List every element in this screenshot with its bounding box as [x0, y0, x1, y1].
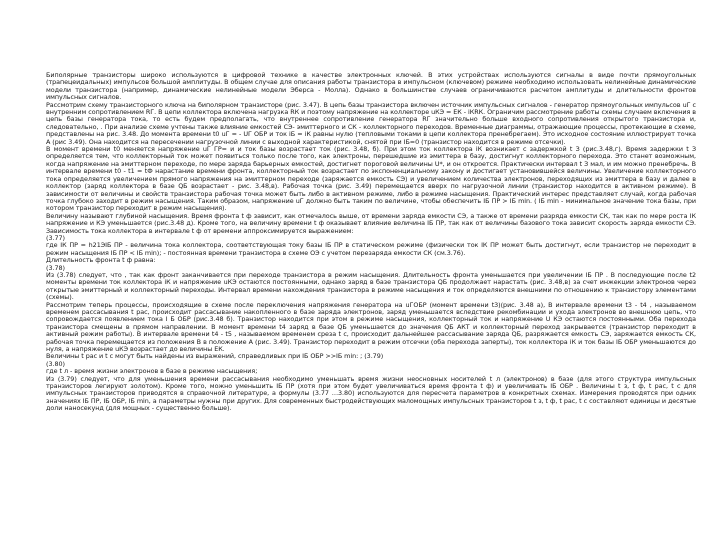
- paragraph: [46, 102, 696, 146]
- paragraph-text: Из (3.79) следует, что для уменьшения времени рассасывания необходимо уменьшать время жизни неосновных носителей t л (электронов) в базе (для этого структура импульсных транзисторов легируют золотом). Кроме того, можно уменьшить IБ ПР (хотя при этом будет увеличиваться время фронта t ф) и увеличивать IБ ОБР . Величины t з, t ф, t рас, t с для импульсных транзисторов приводятся в справочной литературе, а формулы (3.77 …3.80) используются для пересчета параметров в конкретных схемах. Измерения проводятся при одних значениях IБ ПР, IБ ОБР, IБ min, а параметры нужны при других. Для современных быстродействующих маломощных импульсных транзисторов t з, t ф, t рас, t с составляют единицы и десятые доли наносекунд (для мощных - существенно больше).: [46, 374, 696, 413]
- paragraph: [46, 302, 696, 354]
- paragraph: [46, 257, 696, 264]
- formula-label: (3.77): [46, 233, 65, 242]
- paragraph-text: где t л - время жизни электронов в базе в режиме насыщения;: [46, 367, 258, 376]
- paragraph-text: где IК ПР = h21ЭIБ ПР - величина тока коллектора, соответствующая току базы IБ ПР в статическом режиме (физически ток IК ПР может быть достигнут, если транзистор не переходит в режим насыщения IБ ПР < IБ min); - постоянная времени транзистора в схеме ОЭ с учетом перезаряда емкости СК (см.3.76).: [46, 241, 696, 257]
- paragraph-text: Рассмотрим схему транзисторного ключа на биполярном транзисторе (рис. 3.47). В цепь базы транзистора включен источник импульсных сигналов - генератор прямоугольных импульсов uГ с внутренним сопротивлением RГ. В цепи коллектора включена нагрузка RК и поэтому напряжение на коллекторе uКЭ = EК - iКRК. Ограничим рассмотрение работы схемы случаем включения в цепь базы генератора тока, то есть будем предполагать, что внутреннее сопротивление генератора RГ значительно больше входного сопротивления открытого транзистора и, следовательно, . При анализе схеме учтены также влияние емкостей СЭ- эмиттерного и СК - коллекторного переходов. Временные диаграммы, отражающие процессы, протекающие в схеме, представлены на рис. 3.48. До момента времени t0 uГ = - UГ ОБР и ток iБ = iК равны нулю (тепловыми токами в цепи коллектора пренебрегаем). Это исходное состояние иллюстрирует точка А (рис 3.49). Она находится на пересечении нагрузочной линии с выходной характеристикой, снятой при IБ=0 (транзистор находится в режиме отсечки).: [46, 100, 696, 146]
- paragraph-text: Рассмотрим теперь процессы, происходящие в схеме после переключения напряжения генератора на uГОБР (момент времени t3)(рис. 3.48 а), В интервале времени t3 - t4 , называемом временем рассасывания t рас, происходит рассасывание накопленного в базе заряда электронов, заряд уменьшается вследствие рекомбинации и ухода электронов во внешнюю цепь, что сопровождается появлением тока I Б ОБР (рис.3.48 б). Транзистор находится при этом в режиме насыщения, коллекторный ток и напряжение U КЭ остаются постоянными. Оба перехода транзистора смещены в прямом направлении. В момент времени t4 заряд в базе QБ уменьшается до значения QБ АКТ и коллекторный переход закрывается (транзистор переходит в активный режим работы). В интервале времени t4 - t5 , называемом временем среза t с, происходит дальнейшее рассасывание заряда QБ, разряжается емкость СЭ, заряжается емкость СК, рабочая точка перемещается из положения В в положение А (рис. 3.49). Транзистор переходит в режим отсечки (оба перехода заперты), ток коллектора iК и ток базы IБ ОБР уменьшаются до нуля, а напряжение uКЭ возрастает до величины ЕК.: [46, 300, 696, 354]
- document-body: [46, 72, 696, 512]
- paragraph-text: Длительность фронта t ф равна:: [46, 256, 156, 265]
- paragraph: [46, 376, 696, 413]
- formula-label: (3.80): [46, 359, 65, 368]
- paragraph: [46, 72, 696, 102]
- paragraph: [46, 242, 696, 257]
- paragraph: [46, 353, 696, 360]
- formula-label: (3.78): [46, 263, 65, 272]
- paragraph-text: Биполярные транзисторы широко используются в цифровой технике в качестве электронных ключей. В этих устройствах используются сигналы в виде почти прямоугольных (трапецеидальных) импульсов большой амплитуды. В общем случае для описания работы транзистора в импульсном (ключевом) режиме необходимо использовать нелинейные динамические модели транзистора (например, динамические нелинейные модели Эберса - Молла). Однако в большинстве случаев ограничиваются расчетом амплитуды и длительности фронтов импульсных сигналов.: [46, 72, 696, 102]
- paragraph-text: Из (3.78) следует, что , так как фронт заканчивается при переходе транзистора в режим насыщения. Длительность фронта уменьшается при увеличении IБ ПР . В последующие после t2 моменты времени ток коллектора iК и напряжение uКЭ остаются постоянными, однако заряд в базе транзистора QБ продолжает нарастать (рис. 3.48,в) за счет инжекции электронов через открытые эмиттерный и коллекторный переходы. Интервал времени нахождения транзистора в режиме насыщения и ток определяются внешними по отношению к транзистору элементами (схемы).: [46, 270, 696, 302]
- paragraph: [46, 146, 696, 213]
- paragraph-text: В момент времени t0 меняется напряжение uГ ГР= и и ток базы возрастает ток (рис. 3.48, б). При этом ток коллектора iК возникает с задержкой t З (рис.3.48,г). Время задержки t З определяется тем, что коллекторный ток может появиться только после того, как электроны, перешедшие из эмиттера в базу, достигнут коллекторного перехода. Это станет возможным, когда напряжение на эмиттерном переходе, по мере заряда барьерных емкостей, достигнет пороговой величины U*, и он откроется. Практически интервал t З мал, и им можно пренебречь. В интервале времени t0 - t1 = tФ нарастание времени фронта, коллекторный ток возрастает по экспоненциальному закону и достигает установившейся величины. Увеличение коллекторного тока определяется увеличением прямого напряжения на эмиттерном переходе (заряжается емкость СЭ) и увеличением количества электронов, переходящих из эмиттера в базу и далее в коллектор (заряд коллектора в базе QБ возрастает - рис. 3.48,в). Рабочая точка (рис. 3.49) перемещается вверх по нагрузочной линии (транзистор находится в активном режиме). В зависимости от величины и свойств транзистора рабочая точка может быть либо в активном режиме, либо в режиме насыщения. Практический интерес представляет случай, когда рабочая точка глубоко заходит в режим насыщения. Таким образом, напряжение uГ должно быть таким по величине, чтобы обеспечить IБ ПР > IБ min. ( IБ min - минимальное значение тока базы, при котором транзистор переходит в режим насыщения).: [46, 145, 696, 213]
- paragraph: [46, 213, 696, 235]
- paragraph-text: Величины t рас и t с могут быть найдены из выражений, справедливых при IБ ОБР >>IБ min: ; (3.79): [46, 352, 384, 361]
- paragraph: [46, 272, 696, 302]
- paragraph-text: Величину называют глубиной насыщения. Время фронта t ф зависит, как отмечалось выше, от времени заряда емкости СЭ, а также от времени разряда емкости СК, так как по мере роста IК напряжение и КЭ уменьшается (рис.3.48 д). Кроме того, на величину времени t ф оказывает влияние величина IБ ПР, так как от величины базового тока зависит скорость заряда емкости СЭ. Зависимость тока коллектора в интервале t ф от времени аппроксимируется выражением:: [46, 211, 696, 235]
